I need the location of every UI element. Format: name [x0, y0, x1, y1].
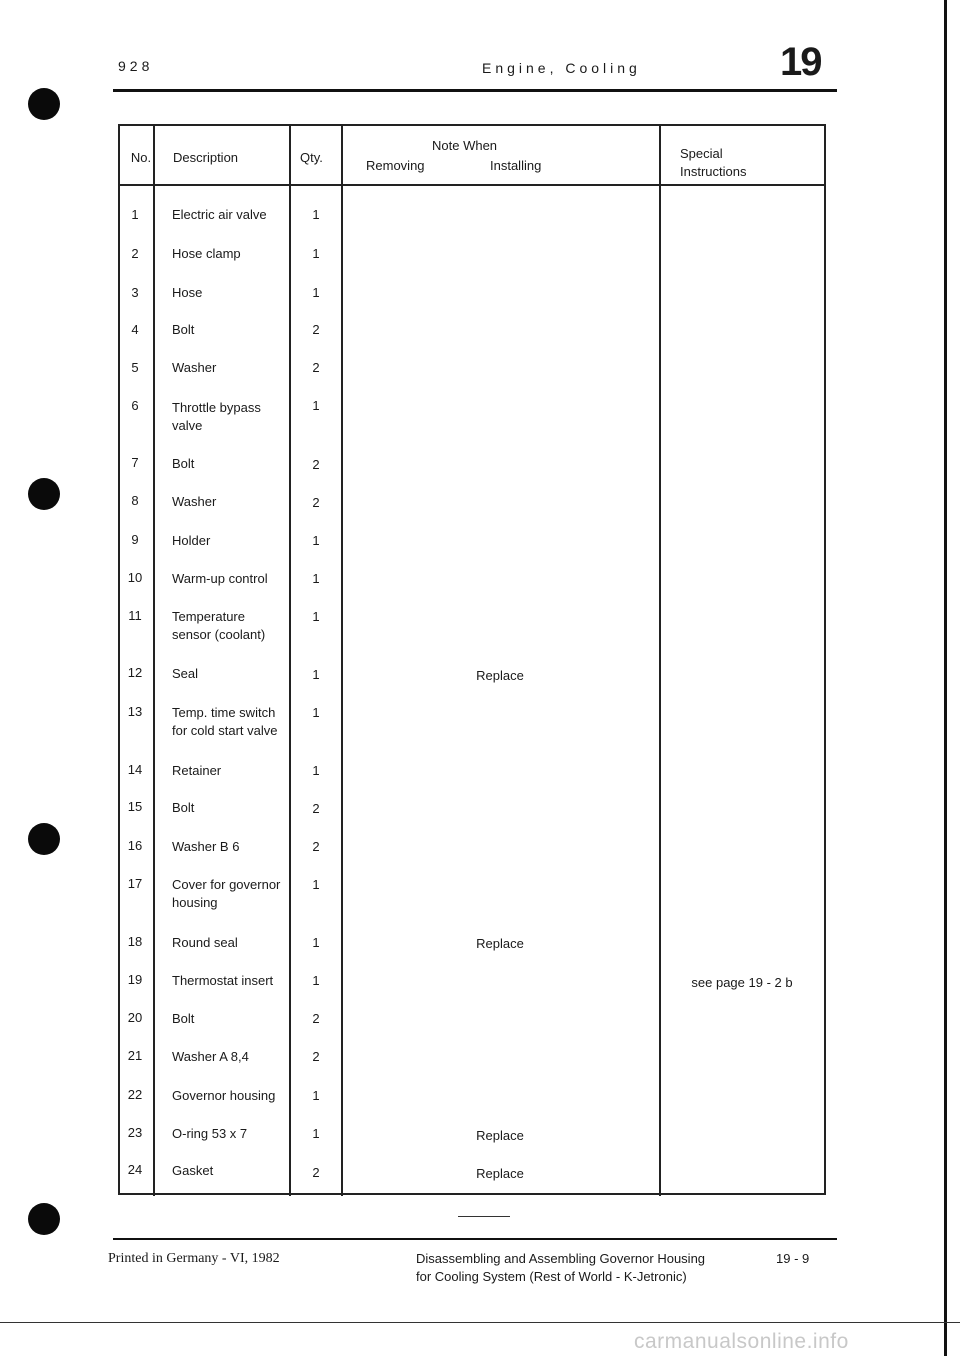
short-divider — [458, 1216, 510, 1217]
row-qty: 1 — [312, 1088, 320, 1103]
row-no: 11 — [128, 608, 142, 623]
row-note: Replace — [476, 1128, 524, 1143]
row-description: Warm-up control — [172, 571, 268, 586]
row-description-line2: sensor (coolant) — [172, 627, 266, 642]
row-qty: 2 — [312, 495, 320, 510]
row-qty: 1 — [312, 877, 320, 892]
row-note: Replace — [476, 668, 524, 683]
row-description: Retainer — [172, 763, 222, 778]
row-no: 2 — [131, 246, 139, 261]
row-qty: 1 — [312, 246, 320, 261]
row-description: Washer — [172, 494, 217, 509]
row-no: 20 — [127, 1010, 143, 1025]
col-header-qty: Qty. — [300, 150, 323, 165]
row-description: Round seal — [172, 935, 238, 950]
row-qty: 2 — [312, 801, 320, 816]
row-no: 15 — [127, 799, 143, 814]
section-title: Engine, Cooling — [482, 60, 641, 76]
row-note: Replace — [476, 1166, 524, 1181]
row-description: Washer B 6 — [172, 839, 240, 854]
header-rule — [113, 89, 837, 92]
row-description: Temperature — [172, 609, 245, 624]
row-description: Bolt — [172, 800, 195, 815]
row-no: 21 — [127, 1048, 143, 1063]
row-no: 19 — [127, 972, 143, 987]
row-no: 7 — [131, 455, 139, 470]
row-qty: 1 — [312, 609, 320, 624]
row-qty: 1 — [312, 1126, 320, 1141]
header-divider — [118, 184, 826, 186]
col-header-note-when: Note When — [432, 138, 498, 153]
row-description: O-ring 53 x 7 — [172, 1126, 248, 1141]
row-qty: 1 — [312, 667, 320, 682]
row-no: 12 — [127, 665, 143, 680]
row-no: 1 — [131, 207, 139, 222]
row-qty: 2 — [312, 839, 320, 854]
row-qty: 2 — [312, 1011, 320, 1026]
row-qty: 2 — [312, 1165, 320, 1180]
row-description: Thermostat insert — [172, 973, 274, 988]
watermark: carmanualsonline.info — [634, 1330, 849, 1353]
row-no: 16 — [127, 838, 143, 853]
row-qty: 1 — [312, 285, 320, 300]
row-no: 17 — [127, 876, 143, 891]
row-no: 18 — [127, 934, 143, 949]
row-no: 5 — [131, 360, 139, 375]
row-qty: 2 — [312, 360, 320, 375]
binder-hole — [28, 478, 60, 510]
row-qty: 1 — [312, 973, 320, 988]
col-header-installing: Installing — [490, 158, 542, 173]
row-no: 9 — [131, 532, 139, 547]
row-qty: 1 — [312, 763, 320, 778]
row-no: 10 — [127, 570, 143, 585]
page-edge — [944, 0, 947, 1356]
row-qty: 1 — [312, 571, 320, 586]
binder-hole — [28, 823, 60, 855]
model-label: 928 — [118, 58, 154, 74]
row-description: Washer — [172, 360, 217, 375]
footer-caption-line1: Disassembling and Assembling Governor Housing — [416, 1251, 706, 1266]
row-qty: 1 — [312, 533, 320, 548]
row-description: Holder — [172, 533, 211, 548]
row-description: Electric air valve — [172, 207, 267, 222]
col-header-instructions: Instructions — [680, 164, 747, 179]
row-qty: 1 — [312, 398, 320, 413]
group-number: 19 — [780, 40, 821, 84]
row-qty: 2 — [312, 457, 320, 472]
row-qty: 1 — [312, 935, 320, 950]
row-no: 3 — [131, 285, 139, 300]
footer-rule — [113, 1238, 837, 1240]
row-description: Washer A 8,4 — [172, 1049, 249, 1064]
binder-hole — [28, 1203, 60, 1235]
binder-hole — [28, 88, 60, 120]
col-header-description: Description — [173, 150, 239, 165]
row-description: Cover for governor — [172, 877, 281, 892]
row-description: Hose — [172, 285, 203, 300]
row-description-line2: housing — [172, 895, 218, 910]
row-description: Bolt — [172, 1011, 195, 1026]
row-no: 8 — [131, 493, 139, 508]
footer-caption-line2: for Cooling System (Rest of World - K-Jetronic) — [416, 1269, 687, 1284]
row-no: 6 — [131, 398, 139, 413]
print-info: Printed in Germany - VI, 1982 — [108, 1251, 280, 1266]
row-special-instruction: see page 19 - 2 b — [691, 975, 793, 990]
row-no: 14 — [127, 762, 143, 777]
col-header-special: Special — [680, 146, 723, 161]
page-bottom-edge — [0, 1322, 960, 1323]
row-note: Replace — [476, 936, 524, 951]
row-description: Seal — [172, 666, 199, 681]
row-description: Hose clamp — [172, 246, 241, 261]
row-no: 24 — [127, 1162, 143, 1177]
row-description-line2: for cold start valve — [172, 723, 278, 738]
column-divider — [659, 124, 661, 1196]
row-description: Temp. time switch — [172, 705, 276, 720]
row-no: 22 — [127, 1087, 143, 1102]
row-no: 4 — [131, 322, 139, 337]
row-no: 13 — [127, 704, 143, 719]
row-description-line2: valve — [172, 418, 203, 433]
row-qty: 1 — [312, 207, 320, 222]
row-description: Gasket — [172, 1163, 214, 1178]
row-description: Governor housing — [172, 1088, 276, 1103]
column-divider — [341, 124, 343, 1196]
column-divider — [153, 124, 155, 1196]
col-header-no: No. — [130, 150, 152, 165]
row-qty: 1 — [312, 705, 320, 720]
row-qty: 2 — [312, 1049, 320, 1064]
row-no: 23 — [127, 1125, 143, 1140]
col-header-removing: Removing — [366, 158, 425, 173]
row-qty: 2 — [312, 322, 320, 337]
row-description: Bolt — [172, 322, 195, 337]
row-description: Throttle bypass — [172, 400, 261, 415]
row-description: Bolt — [172, 456, 195, 471]
page-number: 19 - 9 — [776, 1251, 810, 1266]
